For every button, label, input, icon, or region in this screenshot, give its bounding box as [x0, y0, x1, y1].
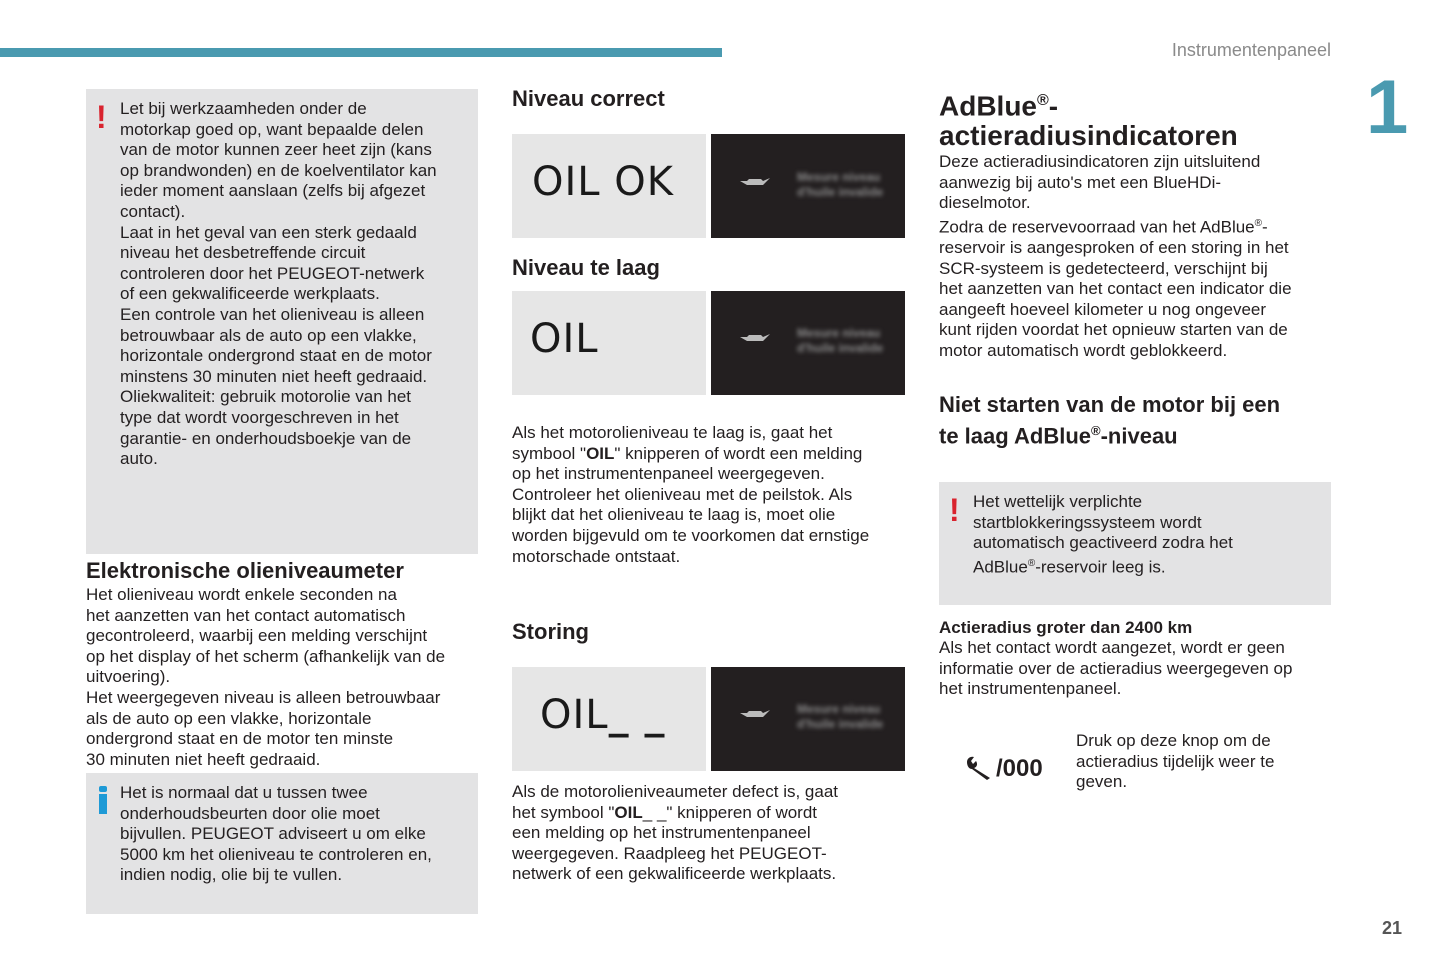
text-line: garantie- en onderhoudsboekje van de	[120, 428, 412, 448]
warning-icon: !	[96, 99, 107, 135]
text-line: of een gekwalificeerde werkplaats.	[120, 284, 380, 304]
text-line: indien nodig, olie bij te vullen.	[120, 865, 343, 885]
text-line: uitvoering).	[86, 667, 171, 687]
wrench-icon	[964, 756, 998, 780]
text-line: aanwezig bij auto's met een BlueHDi-	[939, 172, 1222, 192]
text-line: een melding op het instrumentenpaneel	[512, 823, 811, 843]
warning-box-engine	[86, 89, 478, 554]
text-line: Het olieniveau wordt enkele seconden na	[86, 585, 397, 604]
text-line: motorkap goed op, want bepaalde delen	[120, 119, 424, 139]
display-dark-panel	[711, 134, 905, 238]
heading-line: AdBlue®-	[939, 90, 1059, 122]
text-line: het aanzetten van het contact automatisch	[86, 605, 406, 625]
blurred-message	[797, 170, 883, 200]
text-line: Als de motorolieniveaumeter defect is, gaat	[512, 782, 839, 801]
text-line: het symbool "OIL_ _" knipperen of wordt	[512, 802, 818, 822]
range-text	[939, 638, 1339, 700]
text-line: informatie over de actieradius weergegeven op	[939, 658, 1293, 678]
text-line: het instrumentenpaneel.	[939, 679, 1122, 699]
section-label: Instrumentenpaneel	[1171, 40, 1331, 60]
text-line: Een controle van het olieniveau is alleen	[120, 304, 425, 324]
text-line: AdBlue®-reservoir leeg is.	[973, 557, 1166, 577]
heading-line: te laag AdBlue®-niveau	[939, 423, 1178, 449]
text-line: reservoir is aangesproken of een storing in het	[939, 238, 1289, 258]
range-reset-code: /000	[996, 755, 1043, 782]
display-dark-panel	[711, 667, 905, 771]
text-line: blijkt dat het olieniveau te laag is, moet olie	[512, 505, 836, 525]
text-line: ondergrond staat en de motor ten minste	[86, 729, 394, 749]
text-line: Mesure niveau	[797, 170, 881, 184]
text-line: bijvullen. PEUGEOT adviseert u om elke	[120, 824, 426, 844]
text-line: Zodra de reservevoorraad van het AdBlue®-	[939, 217, 1268, 237]
text-line: Als het contact wordt aangezet, wordt er geen	[939, 638, 1285, 657]
level-low-text	[512, 423, 912, 567]
text-line: automatisch geactiveerd zodra het	[973, 533, 1233, 553]
text-line: Controleer het olieniveau met de peilstok. Als	[512, 484, 853, 504]
range-heading: Actieradius groter dan 2400 km	[939, 618, 1193, 637]
heading-line: actieradiusindicatoren	[939, 120, 1238, 152]
warning-icon: !	[949, 492, 960, 528]
text-line: Deze actieradiusindicatoren zijn uitsluitend	[939, 152, 1261, 171]
chapter-number: 1	[1366, 65, 1409, 150]
text-line: op brandwonden) en de koelventilator kan	[120, 160, 437, 180]
info-icon	[99, 786, 107, 814]
blurred-message	[797, 702, 883, 732]
warning-text	[120, 99, 472, 470]
text-line: horizontale ondergrond staat en de motor	[120, 346, 432, 366]
display-oil-low	[512, 291, 706, 395]
range-button-text	[1076, 731, 1326, 793]
text-line: weergegeven. Raadpleeg het PEUGEOT-	[512, 843, 827, 863]
level-low-heading: Niveau te laag	[512, 255, 660, 280]
text-line: auto.	[120, 449, 158, 469]
text-line: dieselmotor.	[939, 193, 1031, 213]
text-line: Mesure niveau	[797, 702, 881, 716]
text-line: SCR-systeem is gedetecteerd, verschijnt bij	[939, 258, 1268, 278]
adblue-text	[939, 152, 1339, 362]
info-text	[120, 783, 472, 886]
electronic-meter-heading: Elektronische olieniveaumeter	[86, 558, 404, 583]
text-line: geven.	[1076, 772, 1128, 792]
adblue-heading	[939, 86, 1238, 151]
text-line: Mesure niveau	[797, 326, 881, 340]
oil-can-icon	[739, 709, 771, 719]
oil-can-icon	[739, 333, 771, 343]
text-line: Laat in het geval van een sterk gedaald	[120, 222, 417, 242]
info-box-oil	[86, 773, 478, 914]
warning-text	[973, 492, 1325, 578]
text-line: actieradius tijdelijk weer te	[1076, 751, 1275, 771]
text-line: d'huile invalide	[797, 717, 884, 731]
fault-heading: Storing	[512, 619, 589, 644]
text-line: op het instrumentenpaneel weergegeven.	[512, 464, 825, 484]
text-line: type dat wordt voorgeschreven in het	[120, 407, 399, 427]
range-button-symbol	[964, 754, 1064, 784]
display-oil-fault	[512, 667, 706, 771]
text-line: onderhoudsbeurten door olie moet	[120, 803, 380, 823]
warning-box-adblue	[939, 482, 1331, 605]
text-line: betrouwbaar als de auto op een vlakke,	[120, 325, 417, 345]
text-line: gecontroleerd, waarbij een melding verschijnt	[86, 626, 428, 646]
text-line: worden bijgevuld om te voorkomen dat ernstige	[512, 525, 870, 545]
text-line: niveau het desbetreffende circuit	[120, 243, 366, 263]
header-accent-bar	[0, 48, 722, 57]
text-line: aangeeft hoeveel kilometer u nog ongeveer	[939, 299, 1267, 319]
text-line: op het display of het scherm (afhankelijk van de	[86, 646, 446, 666]
display-oil-ok	[512, 134, 706, 238]
text-line: Druk op deze knop om de	[1076, 731, 1271, 750]
text-line: motor automatisch wordt geblokkeerd.	[939, 341, 1228, 360]
text-line: controleren door het PEUGEOT-netwerk	[120, 263, 425, 283]
text-line: startblokkeringssysteem wordt	[973, 512, 1202, 532]
electronic-meter-text	[86, 585, 486, 770]
text-line: Als het motorolieniveau te laag is, gaat het	[512, 423, 833, 442]
blurred-message	[797, 326, 883, 356]
page-number: 21	[1382, 918, 1403, 938]
display-text: OIL	[530, 316, 599, 362]
text-line: contact).	[120, 201, 186, 221]
display-text: OIL_ _	[540, 692, 666, 738]
text-line: d'huile invalide	[797, 185, 884, 199]
level-correct-heading: Niveau correct	[512, 86, 665, 111]
text-line: van de motor kunnen zeer heet zijn (kans	[120, 140, 432, 160]
text-line: Let bij werkzaamheden onder de	[120, 99, 367, 118]
display-text: OIL OK	[532, 159, 674, 205]
text-line: motorschade ontstaat.	[512, 546, 681, 566]
oil-can-icon	[739, 177, 771, 187]
text-line: Oliekwaliteit: gebruik motorolie van het	[120, 387, 412, 407]
text-line: Het is normaal dat u tussen twee	[120, 783, 368, 802]
text-line: 30 minuten niet heeft gedraaid.	[86, 749, 321, 769]
display-dark-panel	[711, 291, 905, 395]
text-line: 5000 km het olieniveau te controleren en,	[120, 844, 432, 864]
text-line: het aanzetten van het contact een indicator die	[939, 279, 1292, 299]
text-line: Het weergegeven niveau is alleen betrouwbaar	[86, 687, 441, 707]
text-line: Het wettelijk verplichte	[973, 492, 1143, 511]
text-line: ieder moment aanslaan (zelfs bij afgezet	[120, 181, 426, 201]
text-line: minstens 30 minuten niet heeft gedraaid.	[120, 366, 428, 386]
no-start-heading	[939, 392, 1280, 449]
text-line: d'huile invalide	[797, 341, 884, 355]
heading-line: Niet starten van de motor bij een	[939, 392, 1281, 417]
text-line: kunt rijden voordat het opnieuw starten van de	[939, 320, 1288, 340]
fault-text	[512, 782, 912, 885]
text-line: netwerk of een gekwalificeerde werkplaats.	[512, 864, 837, 884]
text-line: als de auto op een vlakke, horizontale	[86, 708, 372, 728]
text-line: symbool "OIL" knipperen of wordt een melding	[512, 443, 863, 463]
